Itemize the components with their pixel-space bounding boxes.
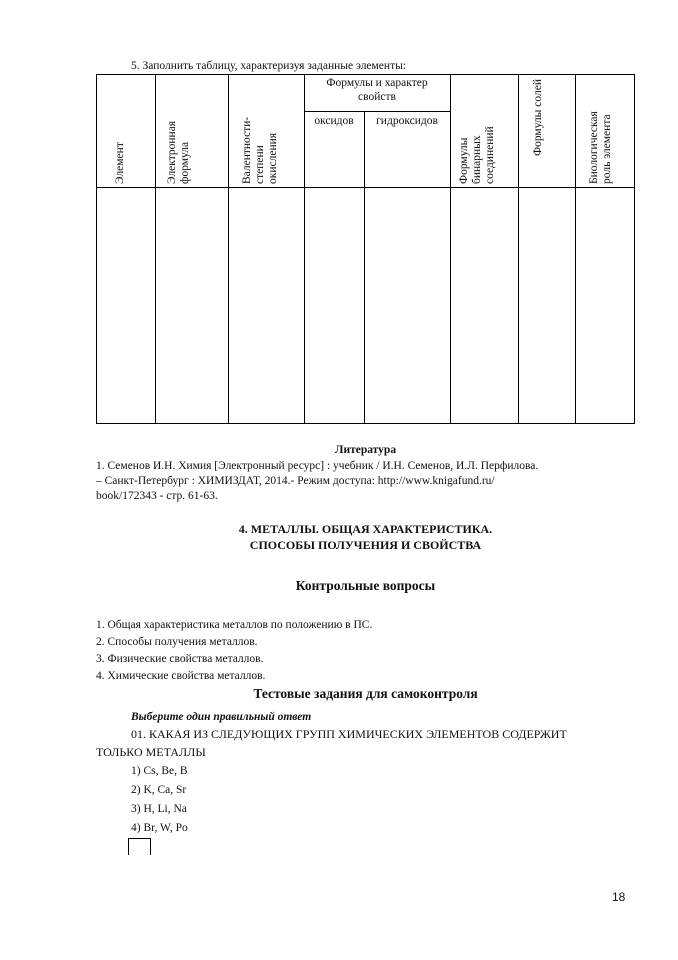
answer-box[interactable]	[128, 838, 151, 855]
table-divider	[364, 112, 365, 424]
tests-instruction: Выберите один правильный ответ	[131, 711, 312, 723]
header-element: Элемент	[114, 142, 126, 184]
section-title-line1: 4. МЕТАЛЛЫ. ОБЩАЯ ХАРАКТЕРИСТИКА.	[238, 522, 493, 536]
table-divider	[575, 74, 576, 424]
literature-title: Литература	[334, 444, 397, 456]
control-question: 1. Общая характеристика металлов по положению в ПС.	[96, 619, 373, 631]
answer-option: 2) K, Ca, Sr	[131, 784, 187, 796]
header-electron-formula: Электронная формула	[166, 120, 191, 184]
literature-line: book/172343 - стр. 61-63.	[96, 490, 218, 502]
table-divider	[450, 74, 451, 424]
header-oxides: оксидов	[314, 115, 354, 127]
section-title-line2: СПОСОБЫ ПОЛУЧЕНИЯ И СВОЙСТВА	[249, 538, 482, 552]
answer-option: 1) Cs, Be, B	[131, 765, 188, 777]
control-question: 3. Физические свойства металлов.	[96, 653, 264, 665]
header-salts: Формулы солей	[532, 79, 544, 156]
header-valence: Валентности- степени окисления	[241, 116, 279, 184]
answer-option: 4) Br, W, Po	[131, 822, 188, 834]
element-characteristics-table	[96, 74, 635, 424]
test-question: 01. КАКАЯ ИЗ СЛЕДУЮЩИХ ГРУПП ХИМИЧЕСКИХ ЭЛЕМЕНТОВ СОДЕРЖИТ	[131, 727, 567, 741]
table-divider	[155, 74, 156, 424]
control-question: 4. Химические свойства металлов.	[96, 670, 266, 682]
task-line: 5. Заполнить таблицу, характеризуя заданные элементы:	[131, 60, 407, 72]
literature-line: – Санкт-Петербург : ХИМИЗДАТ, 2014.- Режим доступа: http://www.knigafund.ru/	[96, 475, 495, 487]
table-header-bottom	[96, 187, 635, 188]
control-question: 2. Способы получения металлов.	[96, 636, 258, 648]
header-hydroxides: гидроксидов	[376, 115, 438, 127]
page-number: 18	[612, 890, 626, 904]
table-divider	[304, 111, 450, 112]
tests-title: Тестовые задания для самоконтроля	[253, 686, 478, 701]
header-biological-role: Биологическая роль элемента	[588, 111, 613, 184]
table-divider	[518, 74, 519, 424]
table-divider	[228, 74, 229, 424]
header-formulas-properties: Формулы и характер свойств	[326, 77, 428, 103]
control-questions-title: Контрольные вопросы	[295, 578, 436, 593]
header-binary-compounds: Формулы бинарных соединений	[458, 126, 496, 184]
literature-line: 1. Семенов И.Н. Химия [Электронный ресурс] : учебник / И.Н. Семенов, И.Л. Перфилова.	[96, 460, 539, 472]
test-question-cont: ТОЛЬКО МЕТАЛЛЫ	[96, 745, 206, 759]
answer-option: 3) H, Li, Na	[131, 803, 187, 815]
